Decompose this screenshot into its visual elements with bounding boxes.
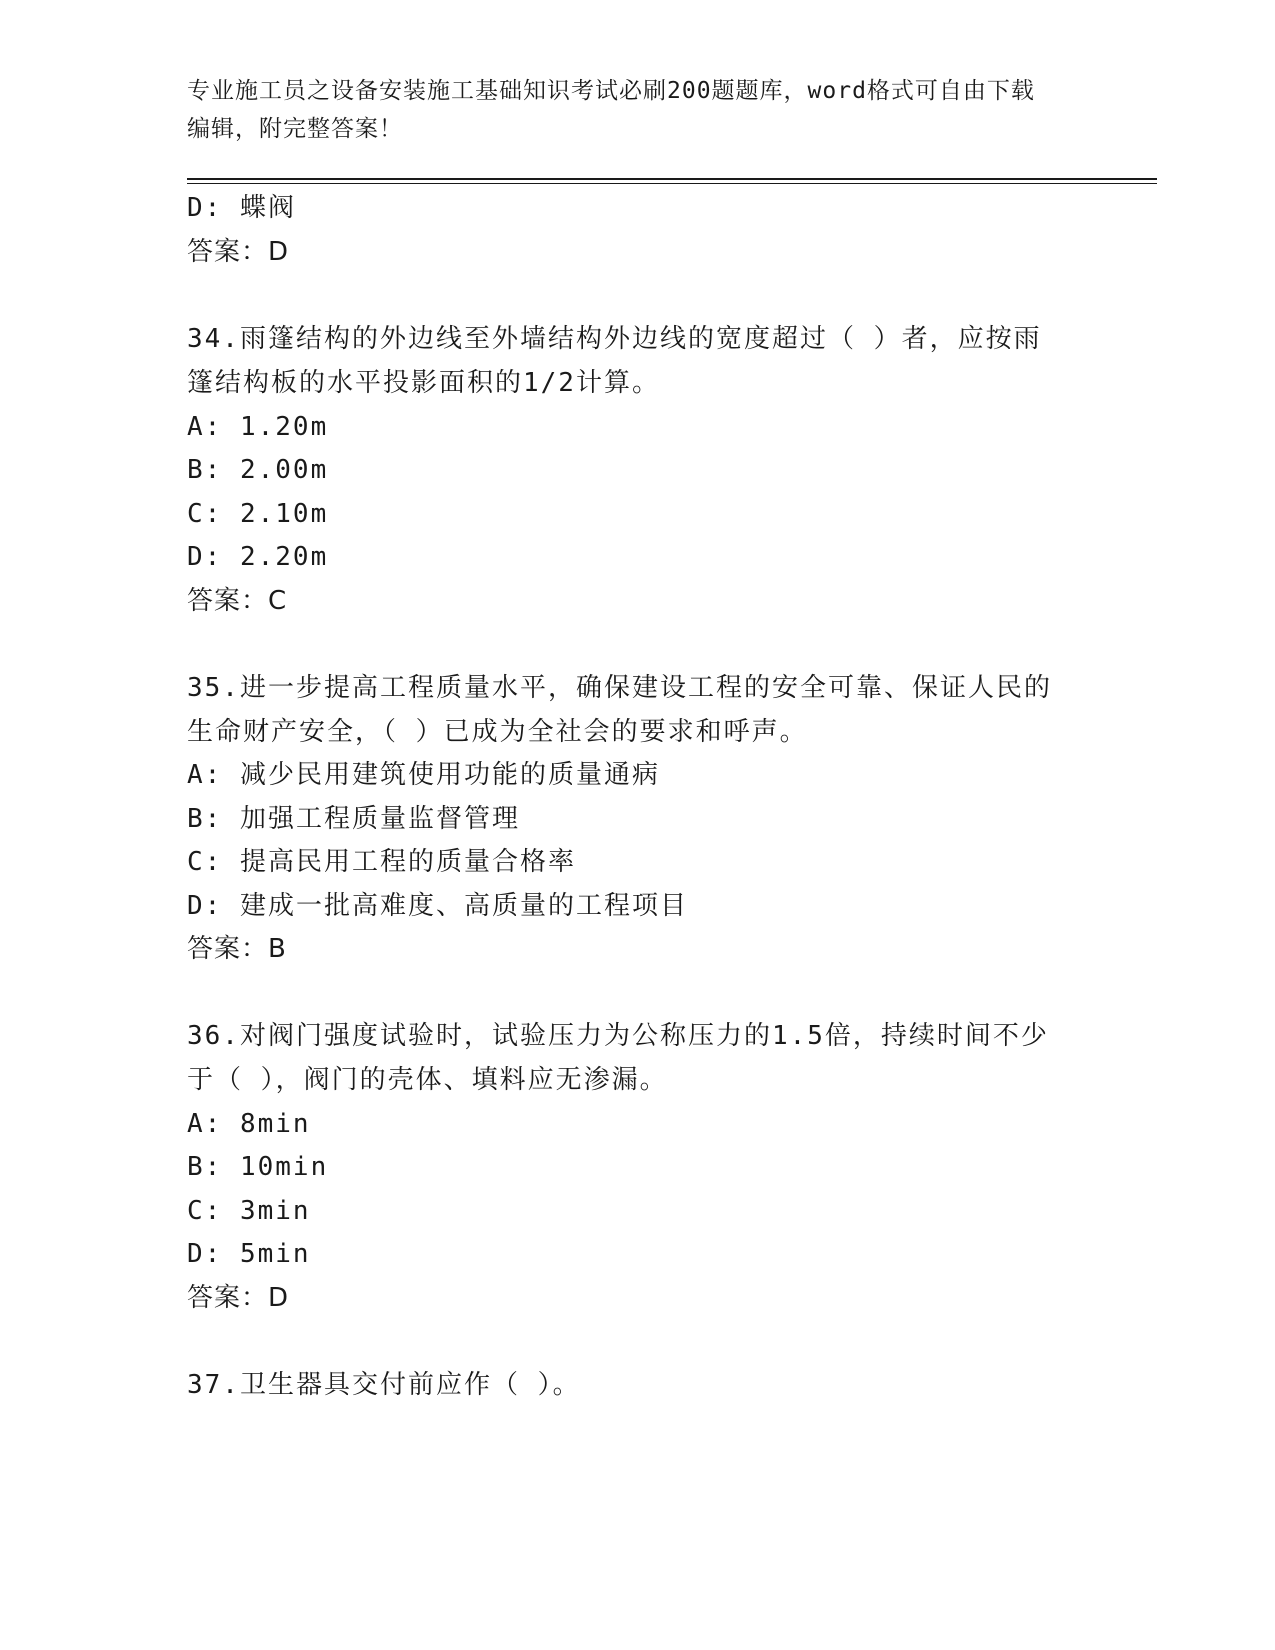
q34-option-b: B: 2.00m [187, 455, 329, 485]
q34-stem-line-1: 34.雨篷结构的外边线至外墙结构外边线的宽度超过（ ）者，应按雨 [187, 324, 1042, 354]
q33-answer: 答案：D [187, 237, 290, 267]
q34-option-a: A: 1.20m [187, 412, 329, 442]
q34-option-c: C: 2.10m [187, 499, 329, 529]
q36-option-a: A: 8min [187, 1109, 311, 1139]
q35-option-c: C: 提高民用工程的质量合格率 [187, 847, 576, 877]
q35-option-a: A: 减少民用建筑使用功能的质量通病 [187, 760, 660, 790]
q36-stem-line-2: 于（ ），阀门的壳体、填料应无渗漏。 [187, 1065, 668, 1095]
q35-option-d: D: 建成一批高难度、高质量的工程项目 [187, 891, 688, 921]
q34-stem-line-2: 篷结构板的水平投影面积的1/2计算。 [187, 368, 660, 398]
header-line-1: 专业施工员之设备安装施工基础知识考试必刷200题题库，word格式可自由下载 [187, 78, 1035, 104]
q36-stem-line-1: 36.对阀门强度试验时，试验压力为公称压力的1.5倍，持续时间不少 [187, 1021, 1049, 1051]
q35-option-b: B: 加强工程质量监督管理 [187, 804, 520, 834]
q36-answer: 答案：D [187, 1283, 290, 1313]
document-header [187, 72, 1087, 148]
header-divider-thin [187, 183, 1157, 184]
q34-option-d: D: 2.20m [187, 542, 329, 572]
header-divider-thick [187, 178, 1157, 180]
q34-answer: 答案：C [187, 586, 288, 616]
q36-option-b: B: 10min [187, 1152, 329, 1182]
q36-option-d: D: 5min [187, 1239, 311, 1269]
q35-stem-line-2: 生命财产安全，（ ）已成为全社会的要求和呼声。 [187, 717, 808, 747]
header-line-2: 编辑，附完整答案！ [187, 116, 403, 142]
q35-answer: 答案：B [187, 934, 287, 964]
q37-stem-line-1: 37.卫生器具交付前应作（ ）。 [187, 1370, 581, 1400]
q36-option-c: C: 3min [187, 1196, 311, 1226]
q33-option-d: D: 蝶阀 [187, 193, 296, 223]
q35-stem-line-1: 35.进一步提高工程质量水平，确保建设工程的安全可靠、保证人民的 [187, 673, 1052, 703]
